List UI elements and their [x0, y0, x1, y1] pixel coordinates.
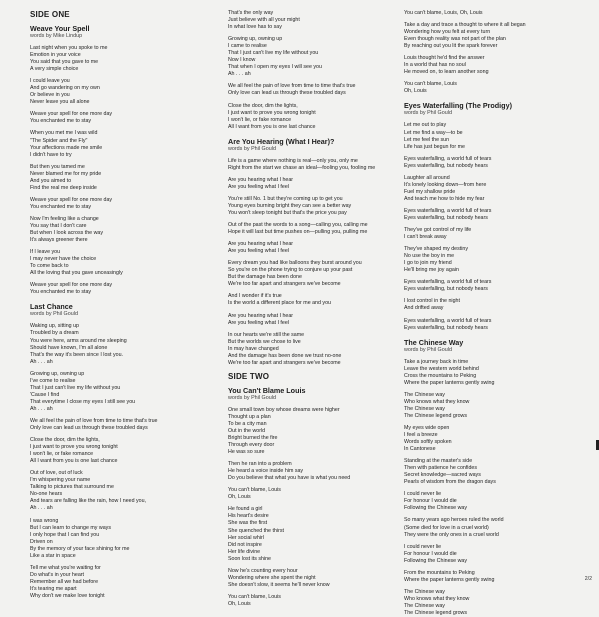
lyric-line: They've got control of my life — [404, 227, 472, 234]
song-title: Eyes Waterfalling (The Prodigy) — [404, 101, 512, 111]
lyric-line: I won't lie, or fake romance — [30, 451, 94, 458]
lyric-line: That I just can't live my life without you — [30, 384, 121, 391]
lyric-line: Out of love, out of luck — [30, 470, 83, 477]
lyric-line: Growing up, owning up — [30, 370, 85, 377]
lyric-line: Even though reality was not part of the plan — [404, 36, 506, 43]
lyric-line: When you met me I was wild — [30, 130, 98, 137]
lyric-line: You enchanted me to stay — [30, 289, 92, 296]
lyric-line: And tears are falling like the rain, how I need you, — [30, 498, 147, 505]
lyric-line: Never blamed me for my pride — [30, 170, 102, 177]
lyric-line: She quenched the thirst — [228, 527, 284, 534]
lyric-line: Eyes waterfalling, a world full of tears — [404, 317, 492, 324]
song-title: You Can't Blame Louis — [228, 385, 306, 395]
stanza-break — [30, 296, 198, 301]
lyric-line: I feel a breeze — [404, 432, 438, 439]
lyric-line: Are you hearing what I hear — [228, 176, 294, 183]
lyric-line: Laughter all around — [404, 174, 450, 181]
lyric-line: You can't blame, Louis — [228, 593, 281, 600]
lyric-line: I could leave you — [30, 78, 70, 85]
lyric-line: Waking up, sitting up — [30, 323, 79, 330]
lyric-line: Are you hearing what I hear — [228, 241, 294, 248]
lyric-line: Life has just begun for me — [404, 143, 465, 150]
lyric-line: We all feel the pain of love from time to time that's true — [30, 417, 158, 424]
lyric-line: Secret knowledge—sacred ways — [404, 472, 481, 479]
lyric-line: You enchanted me to stay — [30, 203, 92, 210]
lyric-line: From the mountains to Peking — [404, 569, 475, 576]
lyric-line: Troubled by a dream — [30, 330, 79, 337]
lyric-line: Eyes waterfalling, a world full of tears — [404, 155, 492, 162]
lyric-line: By the memory of your face shining for me — [30, 545, 130, 552]
lyric-line: Louis thought he'd find the answer — [404, 55, 485, 62]
lyric-line: Oh, Louis — [404, 88, 427, 95]
lyric-line: So you're on the phone trying to conjure up your past — [228, 267, 353, 274]
lyric-line: I was wrong — [30, 517, 59, 524]
song-title: The Chinese Way — [404, 337, 464, 347]
lyric-line: Ah . . . ah — [30, 358, 53, 365]
lyric-line: It's tearing me apart — [30, 585, 77, 592]
song-credit: words by Phil Gould — [228, 145, 276, 152]
lyric-line: Words softly spoken — [404, 439, 452, 446]
lyric-line: Close the door, dim the lights, — [228, 102, 298, 109]
lyric-line: To come back to — [30, 263, 69, 270]
lyric-line: He heard a voice inside him say — [228, 468, 304, 475]
lyric-line: In our hearts we're still the same — [228, 331, 305, 338]
lyric-line: Wondering how you felt at every turn — [404, 29, 491, 36]
lyric-line: Now I know — [228, 57, 256, 64]
lyric-line: Find the real me deep inside — [30, 184, 97, 191]
lyric-line: My eyes wide open — [404, 424, 450, 431]
lyric-line: You were here, arms around me sleeping — [30, 337, 127, 344]
song-credit: words by Phil Gould — [404, 346, 452, 353]
lyric-line: Do you believe that what you have is what you need — [228, 475, 351, 482]
lyric-line: Last night when you spoke to me — [30, 45, 108, 51]
lyric-line: I'm whispering your name — [30, 477, 91, 484]
lyric-line: Only love can lead us through these troubled days — [228, 90, 346, 97]
lyric-line: I lost control in the night — [404, 298, 460, 305]
lyric-line: And teach me how to hide my fear — [404, 195, 485, 202]
lyric-line: And go wandering on my own — [30, 85, 100, 92]
lyric-line: Driven on — [30, 538, 53, 545]
lyric-line: In may have changed — [228, 345, 279, 352]
lyric-line: Remember all we had before — [30, 578, 99, 585]
lyric-line: Are you hearing what I hear — [228, 312, 294, 319]
lyric-line: That's the way it's been since I lost you. — [30, 351, 123, 358]
lyric-line: In what love has to say — [228, 24, 282, 31]
lyric-line: They've shaped my destiny — [404, 246, 469, 253]
lyric-line: Wondering where she spent the night — [228, 574, 316, 581]
lyric-line: Eyes waterfalling, a world full of tears — [404, 279, 492, 286]
lyric-line: I didn't have to try — [30, 151, 72, 158]
lyrics-column-middle — [228, 10, 400, 608]
lyric-line: But the damage has been done — [228, 274, 302, 281]
lyric-line: Soon lost its shine — [228, 555, 271, 562]
lyric-line: I may never have the choice — [30, 256, 97, 263]
lyric-line: Ah . . . ah — [30, 505, 53, 512]
lyric-line: You can't blame, Louis — [404, 81, 457, 88]
lyric-line: To be a city man — [228, 420, 267, 427]
lyric-line: Is the world a different place for me and you — [228, 300, 331, 307]
lyric-line: 'Cause I find — [30, 391, 60, 398]
lyric-line: Then with patience he confides — [404, 465, 478, 472]
lyric-line: Leave the western world behind — [404, 365, 479, 372]
lyric-line: I go to join my friend — [404, 260, 452, 267]
lyric-line: The Chinese way — [404, 588, 445, 595]
lyric-line: A very simple choice — [30, 66, 79, 73]
page-number: 2/2 — [584, 576, 592, 582]
lyric-line: Close the door, dim the lights, — [30, 437, 100, 444]
lyric-line: Right from the start we chase an ideal—fooling you, fooling me — [228, 164, 376, 171]
lyric-line: Eyes waterfalling, but nobody hears — [404, 324, 488, 331]
lyric-line: "The Spider and the Fly" — [30, 137, 88, 144]
lyric-line: Young eyes burning bright they can see a better way — [228, 202, 352, 209]
lyric-line: Where the paper lanterns gently swing — [404, 379, 495, 386]
lyric-line: Let me find a way—to be — [404, 129, 463, 136]
lyric-line: Now I'm feeling like a change — [30, 215, 99, 222]
lyric-line: I could never lie — [404, 543, 442, 550]
stanza-break — [404, 95, 584, 100]
lyric-line: Ah . . . ah — [228, 71, 251, 78]
lyric-line: She was the first — [228, 520, 268, 527]
lyric-line: Then he ran into a problem — [228, 461, 292, 468]
lyric-line: His heart's desire — [228, 513, 269, 520]
lyric-line: Or believe in you — [30, 92, 70, 99]
lyric-line: Who knows what they know — [404, 398, 470, 405]
lyric-line: Eyes waterfalling, but nobody hears — [404, 162, 488, 169]
lyric-line: No-one hears — [30, 491, 63, 498]
lyric-line: You can't blame, Louis, Oh, Louis — [404, 10, 483, 16]
stanza-break — [404, 332, 584, 337]
lyric-line: It's lonely looking down—from here — [404, 181, 487, 188]
side-heading: SIDE TWO — [228, 371, 270, 381]
lyric-line: Let me feel the sun — [404, 136, 450, 143]
lyric-line: And you aimed to — [30, 177, 72, 184]
lyric-line: But I can learn to change my ways — [30, 524, 111, 531]
song-title: Are You Hearing (What I Hear)? — [228, 136, 335, 146]
lyric-line: Through every door — [228, 442, 275, 449]
lyric-line: We're too far apart and strangers we've become — [228, 359, 341, 366]
lyric-line: You won't sleep tonight but that's the price you pay — [228, 209, 347, 216]
lyric-line: I can't break away — [404, 234, 447, 241]
lyric-line: Should have known, I'm all alone — [30, 344, 108, 351]
lyric-line: I won't lie, or fake romance — [228, 116, 292, 123]
lyric-line: Eyes waterfalling, but nobody hears — [404, 214, 488, 221]
lyric-line: Every dream you had like balloons they burst around you — [228, 260, 362, 267]
song-title: Weave Your Spell — [30, 24, 90, 33]
lyric-line: In Cantonese — [404, 446, 436, 453]
lyric-line: Are you feeling what I feel — [228, 183, 289, 190]
lyric-line: We're too far apart and strangers we've become — [228, 281, 341, 288]
lyrics-column-left — [30, 10, 198, 600]
lyric-line: In a world that has no soul — [404, 62, 466, 69]
lyric-line: Out of the past the words to a song—calling you, calling me — [228, 222, 368, 229]
song-credit: words by Phil Gould — [404, 110, 452, 117]
lyric-line: That I just can't live my life without you — [228, 50, 319, 57]
lyric-line: The Chinese way — [404, 391, 445, 398]
lyric-line: Emotion in your voice — [30, 52, 81, 59]
lyric-line: Cross the mountains to Peking — [404, 372, 477, 379]
lyric-line: The Chinese legend grows — [404, 610, 468, 616]
lyric-line: One small town boy whose dreams were higher — [228, 406, 340, 413]
song-credit: words by Phil Gould — [30, 311, 78, 318]
lyric-line: Your affections made me smile — [30, 144, 103, 151]
lyric-line: So many years ago heroes ruled the world — [404, 517, 504, 524]
lyric-line: Weave your spell for one more day — [30, 111, 113, 118]
lyric-line: (Some died for love in a cruel world) — [404, 524, 489, 531]
lyric-line: Where the paper lanterns gently swing — [404, 576, 495, 583]
song-credit: words by Phil Gould — [228, 394, 276, 401]
lyric-line: All the loving that you gave unceasingly — [30, 270, 123, 277]
lyric-line: You enchanted me to stay — [30, 118, 92, 125]
lyric-line: He'll bring me joy again — [404, 267, 459, 274]
lyric-line: The Chinese way — [404, 405, 445, 412]
song-credit: words by Mike Lindup — [30, 33, 83, 39]
lyric-line: Ah . . . ah — [30, 405, 53, 412]
lyric-line: He found a girl — [228, 506, 263, 513]
lyric-line: You can't blame, Louis — [228, 487, 281, 494]
lyrics-column-right — [404, 10, 584, 617]
lyric-line: Are you feeling what I feel — [228, 319, 289, 326]
lyric-line: Tell me what you're waiting for — [30, 564, 101, 571]
lyric-line: Eyes waterfalling, a world full of tears — [404, 207, 492, 214]
lyric-line: Oh, Louis — [228, 494, 251, 501]
lyric-line: Weave your spell for one more day — [30, 282, 113, 289]
lyric-line: Bright burned the fire — [228, 435, 278, 442]
lyric-line: He was so sure — [228, 449, 265, 456]
lyric-line: Out in the world — [228, 427, 266, 434]
lyric-line: Do what's in your heart — [30, 571, 85, 578]
lyric-line: We all feel the pain of love from time to time that's true — [228, 83, 356, 90]
stanza-break — [228, 131, 400, 136]
lyric-line: But the worlds we chose to live — [228, 338, 301, 345]
lyric-line: You're still No. 1 but they're coming up to get you — [228, 195, 343, 202]
lyric-line: I only hope that I can find you — [30, 531, 100, 538]
lyric-line: That's the only way — [228, 10, 274, 16]
lyric-line: The Chinese way — [404, 602, 445, 609]
lyric-line: I just want to prove you wrong tonight — [228, 109, 316, 116]
lyric-line: Weave your spell for one more day — [30, 196, 113, 203]
lyric-line: Her social whirl — [228, 534, 264, 541]
lyric-line: The Chinese legend grows — [404, 412, 468, 419]
lyric-line: Never leave you all alone — [30, 99, 90, 106]
lyric-line: If I leave you — [30, 249, 61, 256]
lyric-line: For honour I would die — [404, 498, 457, 505]
lyric-line: But when I look across the way — [30, 230, 104, 237]
lyric-line: Are you feeling what I feel — [228, 248, 289, 255]
lyric-line: He moved on, to learn another song — [404, 69, 489, 76]
lyric-line: Eyes waterfalling, but nobody hears — [404, 286, 488, 293]
lyric-line: And drifted away — [404, 305, 444, 312]
lyric-line: Following the Chinese way — [404, 557, 468, 564]
lyric-line: I just want to prove you wrong tonight — [30, 444, 118, 451]
lyric-line: Talking to pictures that surround me — [30, 484, 114, 491]
song-title: Last Chance — [30, 302, 73, 312]
lyric-line: Why don't we make love tonight — [30, 593, 105, 599]
lyric-line: And the damage has been done we trust no-one — [228, 352, 342, 359]
lyric-line: But then you tamed me — [30, 163, 85, 170]
lyric-line: That everytime I close my eyes I still see you — [30, 398, 136, 405]
lyric-line: By reaching out you lit the spark forever — [404, 43, 498, 50]
lyric-line: It's always greener there — [30, 237, 88, 244]
lyric-line: Only love can lead us through these troubled days — [30, 425, 148, 432]
lyric-line: I came to realise — [228, 43, 267, 50]
lyric-line: You say that I don't care — [30, 222, 87, 229]
lyric-line: And I wonder if it's true — [228, 293, 282, 300]
lyric-line: That when I open my eyes I will see you — [228, 64, 322, 71]
lyric-line: Oh, Louis — [228, 600, 251, 607]
lyric-line: Just believe with all your might — [228, 17, 300, 24]
lyric-line: All I want from you is one last chance — [30, 458, 118, 465]
lyric-line: I could never lie — [404, 491, 442, 498]
lyric-line: Life is a game where nothing is real—only you, only me — [228, 157, 358, 164]
lyric-line: She doesn't slow, it seems he'll never know — [228, 581, 330, 588]
lyric-line: Did not inspire — [228, 541, 262, 548]
lyric-line: I've come to realise — [30, 377, 76, 384]
lyric-line: Pearls of wisdom from the dragon days — [404, 479, 496, 486]
lyric-line: Now he's counting every hour — [228, 567, 298, 574]
lyric-line: Who knows what they know — [404, 595, 470, 602]
lyric-line: All I want from you is one last chance — [228, 123, 316, 130]
lyric-line: Standing at the master's side — [404, 458, 473, 465]
lyric-line: Take a journey back in time — [404, 358, 469, 365]
lyric-line: They were the only ones in a cruel world — [404, 531, 499, 538]
lyric-line: Take a day and trace a thought to where it all began — [404, 22, 526, 29]
lyric-line: Fuel my shallow pride — [404, 188, 456, 195]
lyric-line: Growing up, owning up — [228, 36, 283, 43]
lyric-line: Following the Chinese way — [404, 505, 468, 512]
lyric-line: You said that you gave to me — [30, 59, 99, 66]
lyric-line: Her life divine — [228, 548, 261, 555]
lyric-line: Like a star in space — [30, 552, 76, 559]
lyric-line: Let me out to play — [404, 122, 447, 129]
side-heading: SIDE ONE — [30, 10, 70, 19]
lyric-line: Hope it will last but time pushes on—pulling you, pulling me — [228, 229, 368, 236]
lyric-line: No use the boy in me — [404, 253, 455, 260]
lyric-line: Thought up a plan — [228, 413, 271, 420]
lyric-line: For honour I would die — [404, 550, 457, 557]
